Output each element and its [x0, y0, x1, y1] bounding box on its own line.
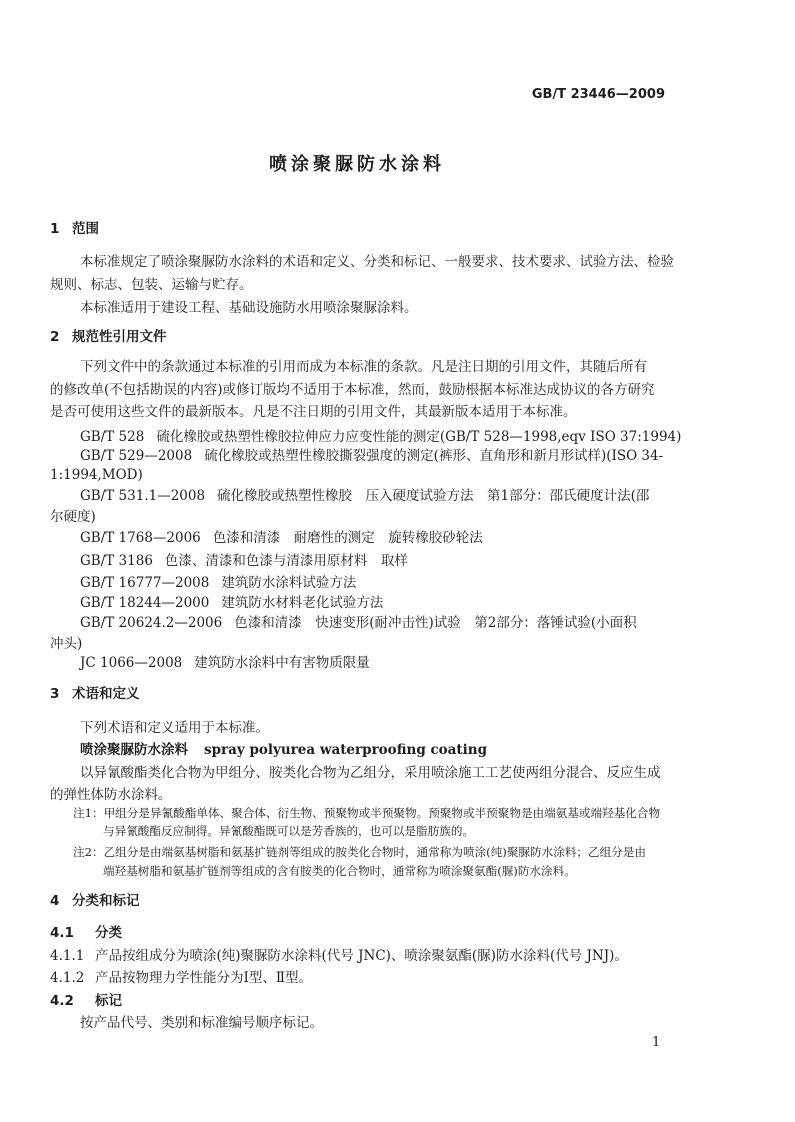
reference-code: GB/T 20624.2—2006 — [80, 615, 223, 631]
paragraph-line: 本标准规定了喷涂聚脲防水涂料的术语和定义、分类和标记、一般要求、技术要求、试验方法、检验 — [80, 254, 674, 270]
section-2-heading — [50, 328, 167, 346]
reference-entry — [80, 654, 370, 672]
reference-title: 硫化橡胶或热塑性橡胶撕裂强度的测定(裤形、直角形和新月形试样)(ISO 34- — [204, 448, 664, 464]
paragraph-line: 下列术语和定义适用于本标准。 — [80, 720, 269, 736]
section-number: 4 — [50, 893, 60, 909]
reference-entry — [80, 428, 681, 446]
subsection-title: 标记 — [95, 993, 122, 1009]
reference-entry — [80, 574, 356, 592]
clause-text: 产品按组成分为喷涂(纯)聚脲防水涂料(代号 JNC)、喷涂聚氨酯(脲)防水涂料(代号 JNJ)。 — [95, 948, 628, 964]
reference-code: GB/T 18244—2000 — [80, 595, 210, 611]
section-1-heading — [50, 220, 99, 238]
reference-code: GB/T 529—2008 — [80, 448, 193, 464]
reference-title-continued: 1:1994,MOD) — [50, 467, 143, 483]
reference-title: 色漆和清漆 快速变形(耐冲击性)试验 第2部分：落锤试验(小面积 — [234, 615, 637, 631]
reference-code: GB/T 3186 — [80, 553, 153, 569]
term-chinese: 喷涂聚脲防水涂料 — [80, 742, 188, 758]
paragraph-line: 本标准适用于建设工程、基础设施防水用喷涂聚脲涂料。 — [80, 300, 418, 316]
clause-4-1-1 — [50, 947, 628, 965]
section-title: 分类和标记 — [72, 893, 140, 909]
note-label: 注1： — [73, 806, 104, 820]
note-2 — [73, 845, 646, 860]
note-text-continued: 与异氰酸酯反应制得。异氰酸酯既可以是芳香族的，也可以是脂肪族的。 — [103, 824, 475, 838]
section-title: 范围 — [72, 221, 99, 237]
section-3-heading — [50, 685, 140, 703]
reference-entry — [80, 552, 408, 570]
reference-entry — [80, 529, 483, 547]
document-title: 喷涂聚脲防水涂料 — [269, 154, 445, 175]
paragraph-line: 的修改单(不包括勘误的内容)或修订版均不适用于本标准，然而，鼓励根据本标准达成协议的各方研究 — [50, 382, 655, 398]
clause-number: 4.1.1 — [50, 948, 85, 964]
reference-entry — [80, 447, 663, 465]
section-title: 术语和定义 — [72, 686, 140, 702]
subsection-4-2-heading — [50, 992, 122, 1010]
section-title: 规范性引用文件 — [72, 329, 167, 345]
section-number: 1 — [50, 221, 60, 237]
note-1 — [73, 806, 660, 821]
reference-entry — [80, 614, 637, 632]
reference-title-continued: 尔硬度) — [50, 509, 96, 525]
reference-entry — [80, 594, 383, 612]
note-text: 甲组分是异氰酸酯单体、聚合体、衍生物、预聚物或半预聚物。预聚物或半预聚物是由端氨基或端羟基化合物 — [103, 806, 661, 820]
subsection-number: 4.2 — [50, 993, 74, 1009]
subsection-number: 4.1 — [50, 925, 74, 941]
note-text: 乙组分是由端氨基树脂和氨基扩链剂等组成的胺类化合物时，通常称为喷涂(纯)聚脲防水涂料；乙组分是由 — [103, 845, 646, 859]
subsection-title: 分类 — [95, 925, 122, 941]
section-number: 2 — [50, 329, 60, 345]
clause-number: 4.1.2 — [50, 970, 85, 986]
section-4-heading — [50, 892, 140, 910]
reference-code: GB/T 16777—2008 — [80, 575, 210, 591]
reference-title: 硫化橡胶或热塑性橡胶 压入硬度试验方法 第1部分：邵氏硬度计法(邵 — [217, 488, 650, 504]
page-number: 1 — [652, 1035, 661, 1050]
reference-title: 建筑防水材料老化试验方法 — [221, 595, 384, 611]
paragraph-line: 按产品代号、类别和标准编号顺序标记。 — [80, 1015, 323, 1031]
reference-title: 色漆、清漆和色漆与清漆用原材料 取样 — [164, 553, 408, 569]
note-label: 注2： — [73, 845, 104, 859]
reference-title: 色漆和清漆 耐磨性的测定 旋转橡胶砂轮法 — [212, 530, 483, 546]
section-number: 3 — [50, 686, 60, 702]
reference-code: GB/T 1768—2006 — [80, 530, 201, 546]
paragraph-line: 是否可使用这些文件的最新版本。凡是不注日期的引用文件，其最新版本适用于本标准。 — [50, 404, 577, 420]
subsection-4-1-heading — [50, 924, 122, 942]
paragraph-line: 规则、标志、包装、运输与贮存。 — [50, 277, 253, 293]
reference-title: 硫化橡胶或热塑性橡胶拉伸应力应变性能的测定(GB/T 528—1998,eqv ISO 37:1994) — [156, 429, 682, 445]
term-definition-line: 的弹性体防水涂料。 — [50, 787, 172, 803]
note-text-continued: 端羟基树脂和氨基扩链剂等组成的含有胺类的化合物时，通常称为喷涂聚氨酯(脲)防水涂料。 — [103, 864, 576, 878]
reference-entry — [80, 487, 649, 505]
clause-4-1-2 — [50, 969, 312, 987]
reference-code: JC 1066—2008 — [80, 655, 183, 671]
clause-text: 产品按物理力学性能分为Ⅰ型、Ⅱ型。 — [95, 970, 313, 986]
standard-number: GB/T 23446—2009 — [531, 87, 665, 102]
reference-title-continued: 冲头) — [50, 636, 83, 652]
reference-code: GB/T 528 — [80, 429, 145, 445]
paragraph-line: 下列文件中的条款通过本标准的引用而成为本标准的条款。凡是注日期的引用文件，其随后所有 — [80, 359, 647, 375]
term-english: spray polyurea waterproofing coating — [204, 742, 488, 758]
term-definition-line: 以异氰酸酯类化合物为甲组分、胺类化合物为乙组分，采用喷涂施工工艺使两组分混合、反应生成 — [80, 765, 661, 781]
term-heading — [80, 741, 487, 759]
reference-title: 建筑防水涂料试验方法 — [221, 575, 357, 591]
reference-title: 建筑防水涂料中有害物质限量 — [194, 655, 370, 671]
reference-code: GB/T 531.1—2008 — [80, 488, 206, 504]
